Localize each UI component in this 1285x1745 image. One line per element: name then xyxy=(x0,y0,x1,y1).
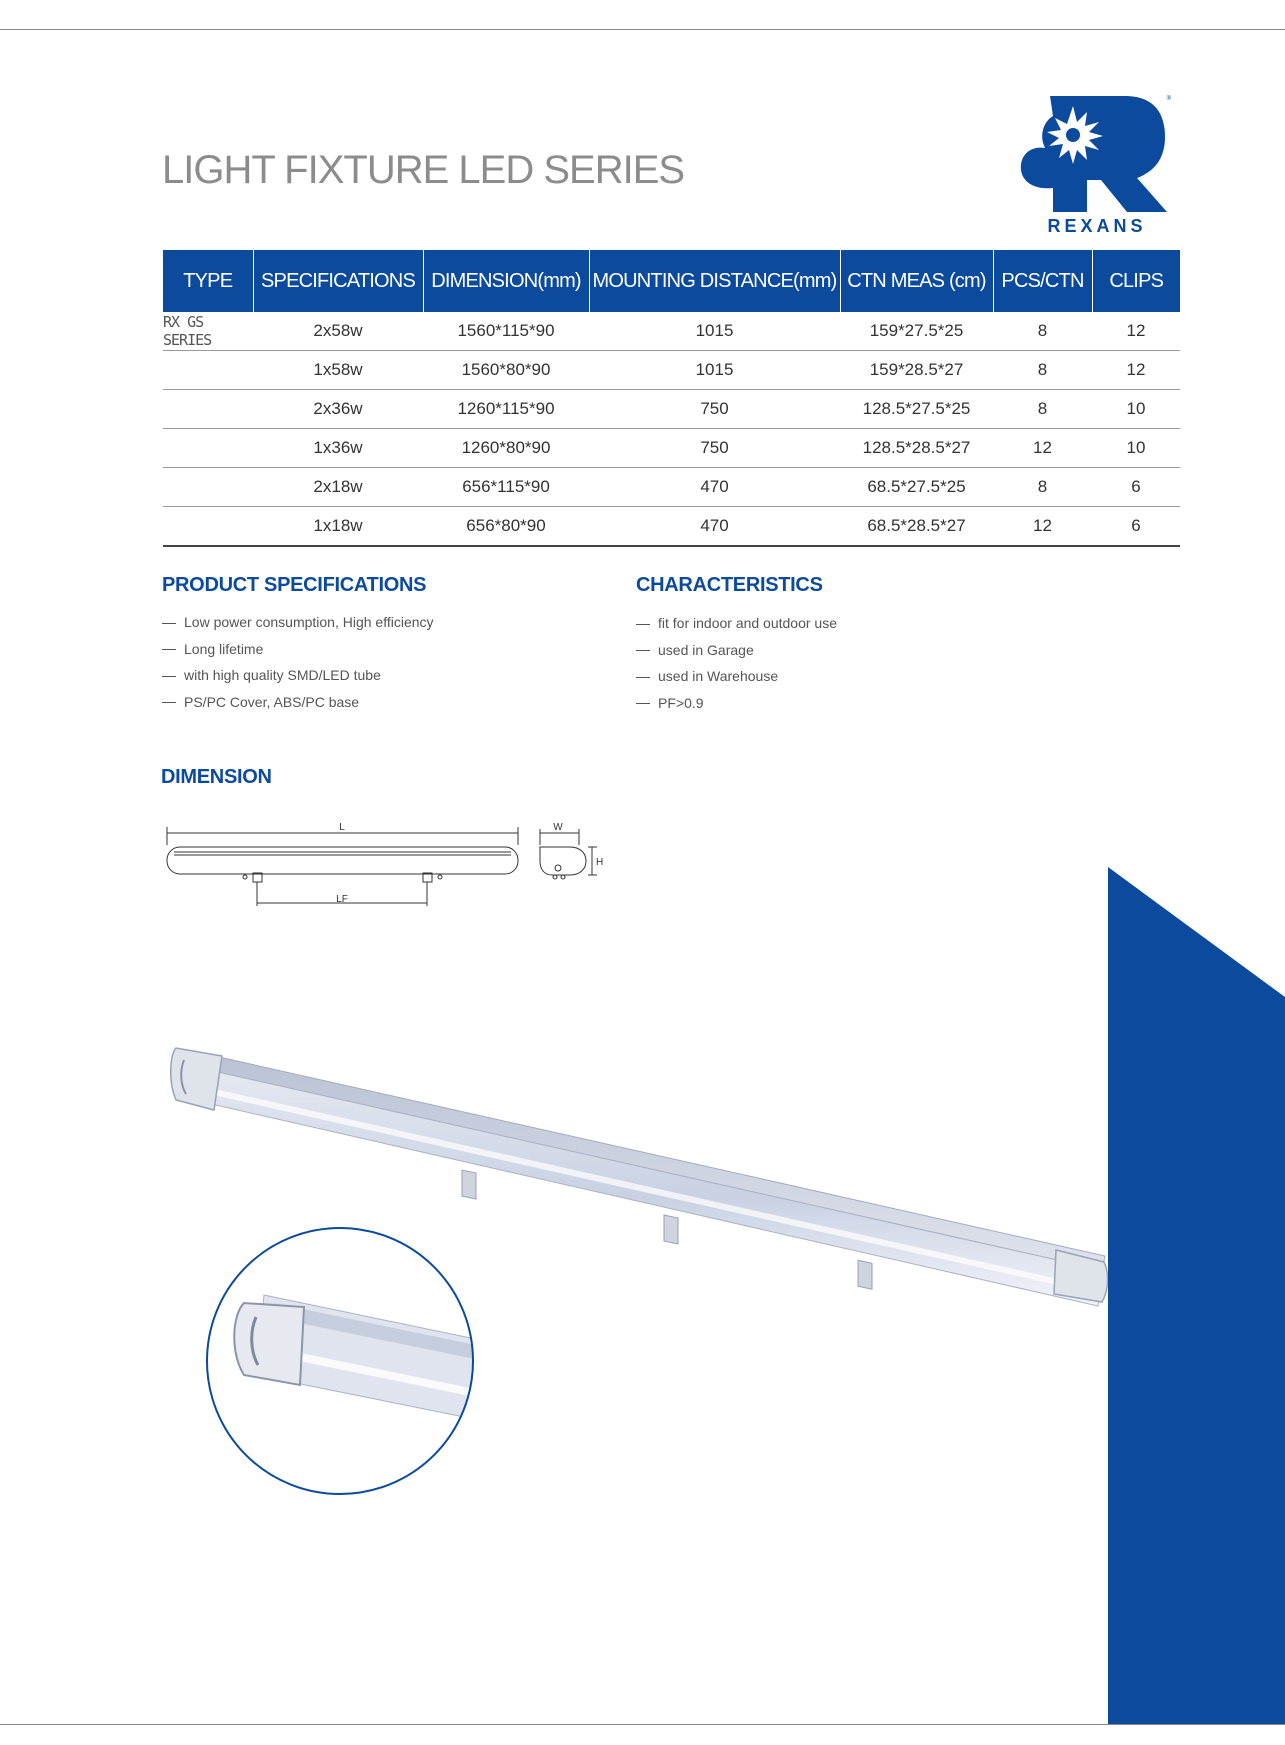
cell-spec: 2x58w xyxy=(253,312,423,351)
table-row xyxy=(163,507,1180,547)
top-rule xyxy=(0,29,1285,30)
cell-pcs: 12 xyxy=(993,507,1092,547)
cell-ctn: 68.5*27.5*25 xyxy=(840,468,993,507)
cell-type xyxy=(163,507,253,547)
cell-mounting: 1015 xyxy=(589,351,840,390)
dim-label-lf: LF xyxy=(336,894,348,905)
col-clips: CLIPS xyxy=(1092,250,1180,312)
dash-icon xyxy=(162,676,176,677)
cell-clips: 6 xyxy=(1092,507,1180,547)
cell-clips: 12 xyxy=(1092,312,1180,351)
cell-dimension: 656*80*90 xyxy=(423,507,589,547)
dash-icon xyxy=(636,650,650,651)
cell-clips: 6 xyxy=(1092,468,1180,507)
dim-label-w: W xyxy=(553,822,563,833)
cell-ctn: 68.5*28.5*27 xyxy=(840,507,993,547)
cell-pcs: 8 xyxy=(993,468,1092,507)
cell-clips: 10 xyxy=(1092,390,1180,429)
cell-ctn: 159*28.5*27 xyxy=(840,351,993,390)
col-specifications: SPECIFICATIONS xyxy=(253,250,423,312)
list-item: with high quality SMD/LED tube xyxy=(162,662,434,689)
col-ctn-meas: CTN MEAS (cm) xyxy=(840,250,993,312)
cell-pcs: 8 xyxy=(993,351,1092,390)
brand-name: REXANS xyxy=(1047,216,1147,236)
zoom-detail xyxy=(204,1225,476,1497)
cell-clips: 10 xyxy=(1092,429,1180,468)
cell-dimension: 1560*115*90 xyxy=(423,312,589,351)
list-item: fit for indoor and outdoor use xyxy=(636,610,837,637)
table-row xyxy=(163,390,1180,429)
list-item: Long lifetime xyxy=(162,636,434,663)
cell-ctn: 128.5*27.5*25 xyxy=(840,390,993,429)
characteristics-list xyxy=(636,610,837,716)
page-title: LIGHT FIXTURE LED SERIES xyxy=(162,148,685,192)
cell-type xyxy=(163,390,253,429)
col-pcs-ctn: PCS/CTN xyxy=(993,250,1092,312)
cell-mounting: 470 xyxy=(589,507,840,547)
cell-dimension: 1260*115*90 xyxy=(423,390,589,429)
dash-icon xyxy=(636,624,650,625)
cell-spec: 1x58w xyxy=(253,351,423,390)
cell-spec: 2x18w xyxy=(253,468,423,507)
cell-mounting: 470 xyxy=(589,468,840,507)
product-specifications-list xyxy=(162,609,434,715)
table-row xyxy=(163,312,1180,351)
cell-mounting: 1015 xyxy=(589,312,840,351)
cell-ctn: 128.5*28.5*27 xyxy=(840,429,993,468)
list-item: PS/PC Cover, ABS/PC base xyxy=(162,689,434,716)
product-specifications-heading: PRODUCT SPECIFICATIONS xyxy=(162,574,427,596)
dim-label-h: H xyxy=(596,857,604,868)
col-mounting-distance: MOUNTING DISTANCE(mm) xyxy=(589,250,840,312)
dimension-heading: DIMENSION xyxy=(161,766,272,788)
dash-icon xyxy=(636,677,650,678)
cell-dimension: 1260*80*90 xyxy=(423,429,589,468)
table-header-row xyxy=(163,250,1180,312)
cell-clips: 12 xyxy=(1092,351,1180,390)
list-item: PF>0.9 xyxy=(636,690,837,717)
cell-pcs: 12 xyxy=(993,429,1092,468)
list-item: used in Garage xyxy=(636,637,837,664)
cell-mounting: 750 xyxy=(589,390,840,429)
table-row xyxy=(163,468,1180,507)
cell-type xyxy=(163,429,253,468)
col-dimension: DIMENSION(mm) xyxy=(423,250,589,312)
dash-icon xyxy=(162,623,176,624)
cell-spec: 1x18w xyxy=(253,507,423,547)
cell-mounting: 750 xyxy=(589,429,840,468)
blue-corner-band xyxy=(1108,867,1285,1725)
dimension-drawing xyxy=(160,815,610,915)
characteristics-heading: CHARACTERISTICS xyxy=(636,574,823,596)
cell-dimension: 1560*80*90 xyxy=(423,351,589,390)
cell-pcs: 8 xyxy=(993,390,1092,429)
sun-core xyxy=(1066,128,1080,142)
table-row xyxy=(163,429,1180,468)
cell-dimension: 656*115*90 xyxy=(423,468,589,507)
bottom-rule xyxy=(0,1724,1285,1725)
cell-ctn: 159*27.5*25 xyxy=(840,312,993,351)
dash-icon xyxy=(162,702,176,703)
list-item: Low power consumption, High efficiency xyxy=(162,609,434,636)
dash-icon xyxy=(162,649,176,650)
cell-type: RX GS SERIES xyxy=(163,312,253,351)
cell-type xyxy=(163,351,253,390)
table-row xyxy=(163,351,1180,390)
list-item: used in Warehouse xyxy=(636,663,837,690)
cell-spec: 2x36w xyxy=(253,390,423,429)
cell-pcs: 8 xyxy=(993,312,1092,351)
dash-icon xyxy=(636,703,650,704)
svg-text:®: ® xyxy=(1166,96,1171,102)
dim-label-l: L xyxy=(339,822,345,833)
spec-table xyxy=(163,250,1180,547)
col-type: TYPE xyxy=(163,250,253,312)
logo-r-shape xyxy=(1021,96,1167,212)
cell-type xyxy=(163,468,253,507)
rexans-logo xyxy=(1015,92,1175,237)
cell-spec: 1x36w xyxy=(253,429,423,468)
